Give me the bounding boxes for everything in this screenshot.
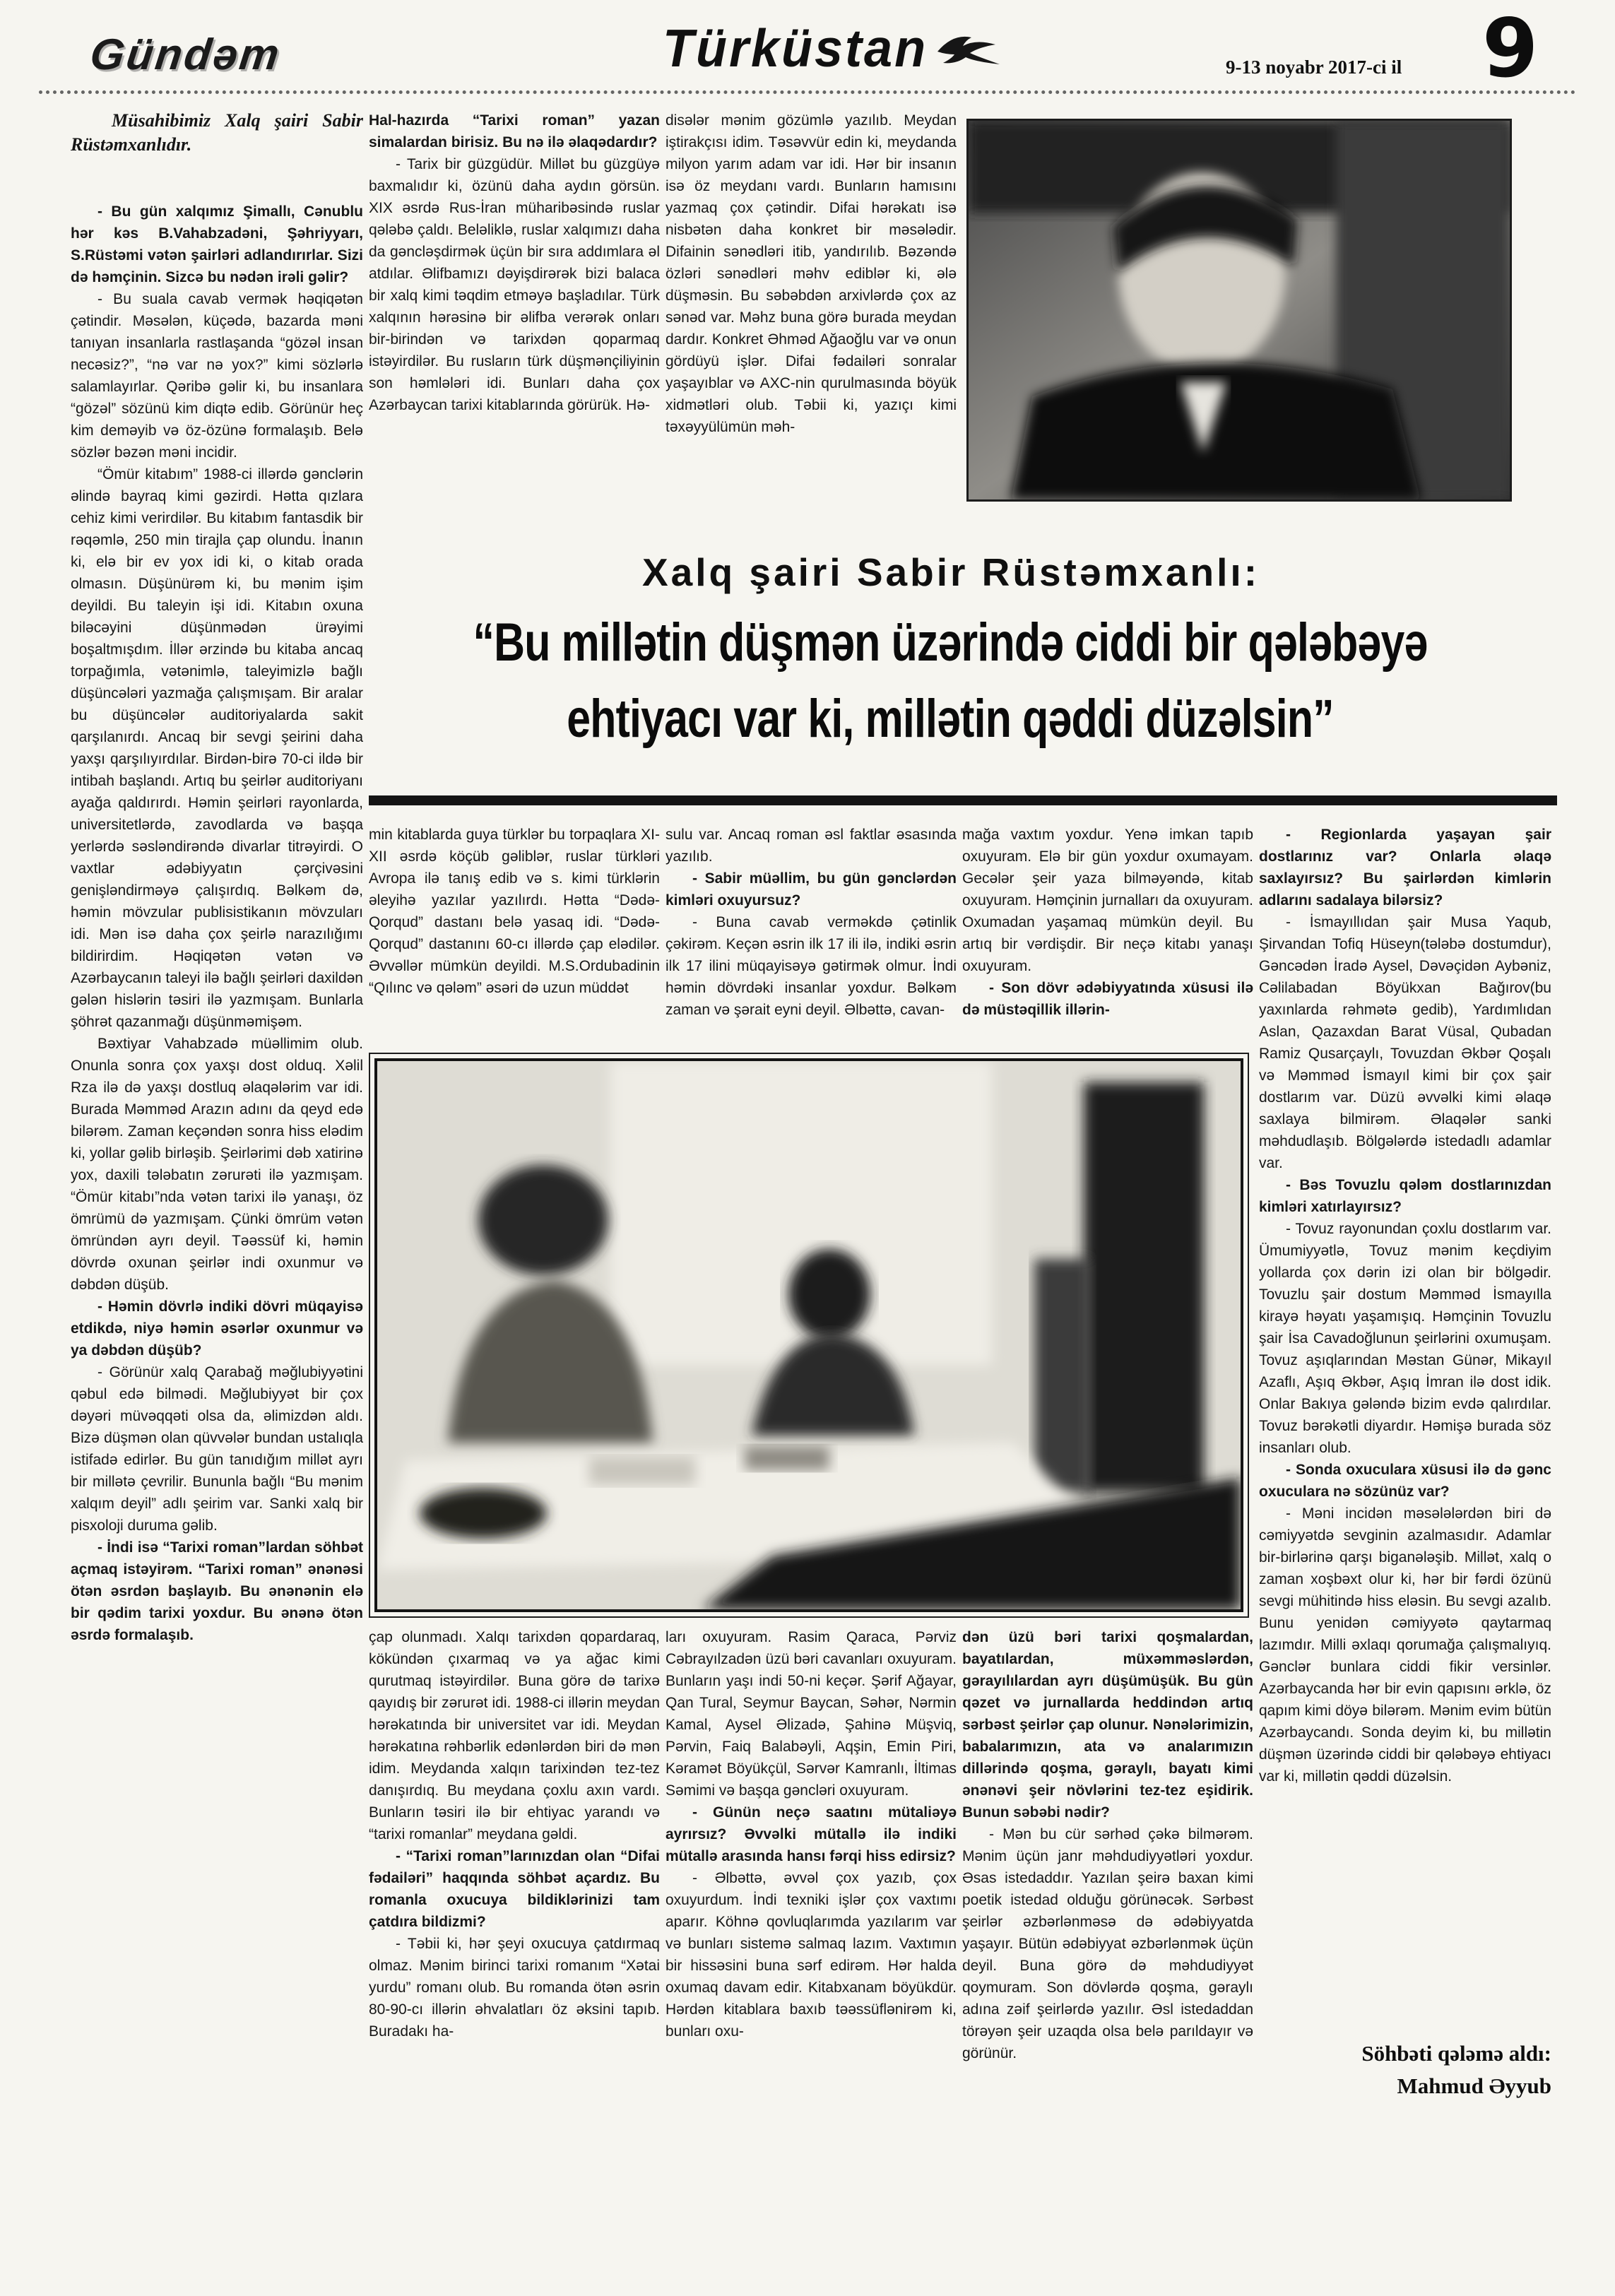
question-paragraph: - Bəs Tovuzlu qələm dostlarınızdan kimləri xatırlayırsız? [1259,1177,1551,1215]
question-paragraph: - “Tarixi roman”larınızdan olan “Difai fədailəri” haqqında söhbət açardız. Bu romanla oxucuya bildiklərinizi tam çatdıra bildizmi? [369,1848,660,1930]
headline-quote-line-1: “Bu millətin düşmən üzərində ciddi bir qələbəyə [473,613,1428,673]
body-paragraph: - Buna cavab verməkdə çətinlik çəkirəm. Keçən əsrin ilk 17 ili ilə, indiki əsrin ilk 17 ilini müqayisəyə gətirmək olmur. İndi həmin dövrdəki insanlar yoxdur. Bəlkəm zaman və şərait eyni deyil. Əlbəttə, cavan- [665,914,957,1018]
headline-quote [354,605,1546,757]
column-left-paragraphs [71,201,363,1646]
body-paragraph: ları oxuyuram. Rasim Qaraca, Pərviz Cəbrayılzadən üzü bəri cavanları oxuyuram. Bunların yaşı indi 50-ni keçər. Şərif Ağayar, Qan Tural, Seymur Baycan, Səhər, Nərmin Kamal, Aysel Əlizadə, Şahinə Müşviq, Pərvin, Faiq Balabəyli, Aqşin, Emin Piri, Kəramət Böyükçül, Sərvər Kamranlı, İltimas Səmimi və başqa gəncləri oxuyuram. [665,1629,957,1799]
middle-column-one [369,824,660,1050]
headline-quote-line-2: ehtiyacı var ki, millətin qəddi düzəlsin” [567,689,1334,749]
bottom-column-one [369,1626,660,2293]
question-paragraph: - Sonda oxuculara xüsusi ilə də gənc oxuculara nə sözünüz var? [1259,1462,1551,1500]
issue-date: 9-13 noyabr 2017-ci il [1226,57,1402,78]
question-paragraph: - İndi isə “Tarixi roman”lardan söhbət açmaq istəyirəm. “Tarixi roman” ənənəsi ötən əsrdən başlayıb. Bu ənənənin elə bir qədim tarixi yoxdur. Bu ənənə ötən əsrdə formalaşıb. [71,1539,363,1643]
body-paragraph: mağa vaxtım yoxdur. Yenə imkan tapıb oxuyuram. Elə bir gün yoxdur oxumayam. Gecələr şeir yaza bilməyəndə, kitab oxuyuram. Həmçinin jurnalları da oxuyuram. Oxumadan yaşamaq mümkün deyil. Bu artıq bir vərdişdir. Bir neçə kitabı yanaşı oxuyuram. [962,827,1253,974]
byline-label: Söhbəti qələmə aldı: [1361,2041,1551,2066]
intro-line: Müsahibimiz Xalq şairi Sabir Rüstəmxanlıdır. [71,110,363,155]
headline-divider [369,795,1557,805]
byline-author: Mahmud Əyyub [1397,2073,1551,2098]
column-two-top [369,110,660,540]
question-paragraph: - Regionlarda yaşayan şair dostlarınız var? Onlarla əlaqə saxlayırsız? Bu şairlərdən kimlərin adlarını sadalaya bilərsiz? [1259,827,1551,909]
body-paragraph: - Tovuz rayonundan çoxlu dostlarım var. Ümumiyyətlə, Tovuz mənim keçdiyim yollarda çox dərin izi olan bir bölgədir. Tovuzlu şair dostum Məmməd İsmayılla kirayə həyatı yaşamışıq. Həmçinin Tovuzlu şair İsa Cavadoğlunun şeirlərini oxumuşam. Tovuz aşıqlarından Məstan Günər, Mikayıl Azaflı, Aşıq Əkbər, Aşıq İmran ilə dost idik. Onlar Bakıya gələndə bizim evdə qalırdılar. Tovuz bərəkətli diyardır. Həmişə burada söz insanları olub. [1259,1221,1551,1456]
body-paragraph: - Mən bu cür sərhəd çəkə bilmərəm. Mənim üçün janr məhdudiyyətləri yoxdur. Əsas istedaddır. Yazılan şeirə baxan kimi poetik istedad olduğu görünəcək. Sərbəst şeirlər əzbərlənməsə də ədəbiyyatda yaşayır. Bütün ədəbiyyat əzbərlənmək üçün deyil. Buna görə də məhdudiyyət qoymuram. Son dövlərdə qoşma, gəraylı adına zəif şeirlərdə yazılır. Əsl istedaddan törəyən şeir uzaqda olsa belə parıldayır və görünür. [962,1826,1253,2061]
header-divider [39,90,1576,94]
body-paragraph: - Bu suala cavab vermək həqiqətən çətindir. Məsələn, küçədə, bazarda məni tanıyan insanlarla rastlaşanda “gözəl insan necəsiz?”, “nə var nə yox?” kimi sözlərlə salamlayırlar. Qəribə gəlir ki, bu insanlara “gözəl” sözünü kim diqtə edib. Görünür heç kim deməyib və öz-özünə formalaşıb. Belə sözlər bəzən məni incidir. [71,291,363,461]
portrait-photo [966,119,1512,502]
question-paragraph: - Bu gün xalqımız Şimallı, Cənublu hər kəs B.Vahabzadəni, Şəhriyyarı, S.Rüstəmi vətən şairləri adlandırırlar. Sizi də həmçinin. Sizcə bu nədən irəli gəlir? [71,203,363,285]
section-logo: Gündəm [87,30,284,79]
question-paragraph: dən üzü bəri tarixi qoşmalardan, bayatılardan, müxəmməslərdən, gərayılılardan ayrı düşümüşük. Bu gün qəzet və jurnallarda heddindən artıq sərbəst şeirlər çap olunur. Nənələrimizin, babalarımızın, ata və analarımızın dillərində qoşma, gəraylı, bayatı kimi ənənəvi şeir növlərini tez-tez eşidirik. Bunun səbəbi nədir? [962,1629,1253,1821]
body-paragraph: - Təbii ki, hər şeyi oxucuya çatdırmaq olmaz. Mənim birinci tarixi romanım “Xətai yurdu” romanı olub. Bu romanda ötən əsrin 80-90-cı illərin əhvalatları öz əksini tapıb. Buradakı ha- [369,1936,660,2040]
interview-photo [374,1058,1243,1612]
body-paragraph: min kitablarda guya türklər bu torpaqlara XI-XII əsrdə köçüb gəliblər, ruslar türkləri Avropa ilə tanış edib və s. kimi türklərin əleyihə yazılar yazılırdı. Hətta “Dədə-Qorqud” dastanı belə yasaq idi. “Dədə-Qorqud” dastanını 60-cı illərdə çap elədilər. Əvvəllər mümkün deyildi. M.S.Ordubadinin “Qılınc və qələm” əsəri də uzun müddət [369,827,660,996]
body-paragraph: - İsmayıllıdan şair Musa Yaqub, Şirvandan Tofiq Hüseyn(tələbə dostumdur), Gəncədən İradə Aysel, Dəvəçidən Aybəniz, Cəlilabadan Böyükxan Bağırov(bu yaxınlarda rəhmətə gedib), Yardımlıdan Aslan, Qazaxdan Barat Vüsal, Qubadan Ramiz Qusarçaylı, Tovuzdan Əkbər Qoşalı və Məmməd İsmayıl kimi bir çox şair dostlarım var. Düzü əvvəlki kimi əlaqə saxlaya bilmirəm. Əlaqələr sanki məhdudlaşıb. Bölgələrdə istedadlı adamlar var. [1259,914,1551,1171]
body-paragraph: sulu var. Ancaq roman əsl faktlar əsasında yazılıb. [665,827,957,865]
question-paragraph: - Sabir müəllim, bu gün gənclərdən kimləri oxuyursuz? [665,870,957,909]
page-number: 9 [1482,1,1539,95]
body-paragraph: - Əlbəttə, əvvəl çox yazıb, çox oxuyurdum. İndi texniki işlər çox vaxtımı aparır. Köhnə qovluqlarımda yazılarım var və bunları sistemə salmaq lazım. Vaxtımın bir hissəsini buna sərf edirəm. Hər halda oxumaq davam edir. Kitabxanam böyükdür. Hərdən kitablara baxıb təəssüflənirəm ki, bunları oxu- [665,1870,957,2040]
question-paragraph: - Günün neçə saatını mütaliəyə ayrırsız? Əvvəlki mütallə ilə indiki mütallə arasında hansı fərqi hiss edirsiz? [665,1804,957,1864]
question-paragraph: - Son dövr ədəbiyyatında xüsusi ilə də müstəqillik illərin- [962,980,1253,1018]
body-paragraph: - Tarix bir güzgüdür. Millət bu güzgüyə baxmalıdır ki, özünü daha aydın görsün. XIX əsrdə Rus-İran müharibəsində ruslar qələbə çaldı. Beləliklə, ruslar xalqımızı daha da gəncləşdirmək üçün bir sıra addımlara əl atdılar. Əlifbamızı dəyişdirərək bizi balaca bir xalq kimi təqdim etməyə başladılar. Türk xalqının hərəsinə bir əlifba verərək onları bir-birindən və tarixdən qoparmaq istəyirdilər. Bu rusların türk düşmənçiliyinin son həmlələri idi. Bunları daha çox Azərbaycan tarixi kitablarında görürük. Hə- [369,156,660,413]
masthead-title: Türküstan [663,19,928,78]
right-column [1259,824,1551,2029]
body-paragraph: disələr mənim gözümlə yazılıb. Meydan iştirakçısı idim. Təsəvvür edin ki, meydanda milyon yarım adam var idi. Hər bir insanın isə öz meydanı vardı. Bunların hamısını yazmaq çox çətindir. Difai hərəkatı isə nisbətən daha konkret bir məsələdir. Difainin sənədləri itib, yandırılıb. Bəzəndə özləri sənədləri məhv ediblər ki, ələ düşməsin. Bu səbəbdən arxivlərdə çox az sənəd var. Məhz buna görə burada meydan dardır. Konkret Əhməd Ağaoğlu var və onun gördüyü işlər. Difai fədailəri sonralar yaşayıblar və AXC-nin qurulmasında böyük xidmətləri olub. Təbii ki, yazıçı kimi təxəyyülümün məh- [665,112,957,435]
column-three-top [665,110,957,540]
body-paragraph: “Ömür kitabım” 1988-ci illərdə gənclərin əlində bayraq kimi gəzirdi. Hətta qızlara cehiz kimi verirdilər. Bu kitabım fantasdik bir rəqəmlə, 250 min tirajla çap olundu. İnanın ki, elə bir ev yox idi ki, o kitab orada olmasın. Düşünürəm ki, bu mənim işim deyildi. Bu taleyin işi idi. Kitabın oxuna biləcəyini düşünmədən ürəyimi boşaltmışdım. İllər ərzində bu kitaba ancaq torpağımla, vətənimlə, taleyimizlə bağlı düşüncələri yazmağa çalışmışam. Bir aralar bu düşüncələr auditoriyalarda sakit qarşılanırdı. Ancaq bir sevgi şeirini daha yaxşı qarşılıyırdılar. Birdən-birə 70-ci ildə bir intibah başlandı. Artıq bu şeirlər auditoriyanı ayağa qaldırırdı. Həmin şeirləri rayonlarda, universitetlərdə, zavodlarda və başqa yerlərdə səsləndirəndə divarlar titrəyirdi. O vaxtlar ədəbiyyatın çərçivəsini genişləndirməyə çalışırdıq. Bəlkəm də, həmin mövzular publisistikanın mövzuları idi. Mən isə daha çox şeirlə narazılığımı bildirirdim. Həqiqətən vətən və Azərbaycanın taleyi ilə bağlı şeirləri daxildən gələn hislərin təsiri ilə yazmışam. Bunlarla şöhrət qazanmağı düşünməmişəm. [71,466,363,1030]
bottom-column-two [665,1626,957,2293]
headline-kicker: Xalq şairi Sabir Rüstəmxanlı: [641,550,1260,594]
question-paragraph: Hal-hazırda “Tarixi roman” yazan simalardan birisiz. Bu nə ilə əlaqədardır? [369,112,660,150]
question-paragraph: - Həmin dövrlə indiki dövri müqayisə etdikdə, niyə həmin əsərlər oxunmur və ya dəbdən düşüb? [71,1298,363,1359]
body-paragraph: Bəxtiyar Vahabzadə müəllimim olub. Onunla sonra çox yaxşı dost olduq. Xəlil Rza ilə də yaxşı dostluq əlaqələrim var idi. Burada Məmməd Arazın adını da qeyd edə bilərəm. Zaman keçəndən sonra hiss elədim ki, yollar gəlib birləşib. Şeirlərimi dəb xatirinə yox, daxili tələbatın zərurəti ilə yazmışam. “Ömür kitabı”nda vətən tarixi ilə yanaşı, öz ömrümü də yazmışam. Çünki ömrüm vətən ömründən ayrı deyil. Təəssüf ki, həmin dövrdə oxunan şeirlər indi oxunmur və dəbdən düşüb. [71,1036,363,1293]
middle-column-two [665,824,957,1050]
swallow-icon [935,28,1002,70]
body-paragraph: çap olunmadı. Xalqı tarixdən qopardaraq, kökündən çıxarmaq və ya ağac kimi qurutmaq istəyirdilər. Buna görə də tarixə qayıdış bir zərurət idi. 1988-ci illərin meydan hərəkatında bir universitet var idi. Meydan hərəkatına rəhbərlik edənlərdən biri də mən idim. Meydanda xalqın tarixindən tez-tez danışırdıq. Bu meydana çoxlu axın vardı. Bunların təsiri ilə bir ehtiyac yarandı və “tarixi romanlar” meydana gəldi. [369,1629,660,1842]
body-paragraph: - Məni incidən məsələlərdən biri də cəmiyyətdə sevginin azalmasıdır. Adamlar bir-birlərinə qarşı biganələşib. Millət, xalq o zaman xoşbəxt olur ki, hər bir fərdi özünü sevgi mühitində hiss eləsin. Bu sevgi azalıb. Bunu yenidən cəmiyyətə qaytarmaq lazımdır. Milli əxlaqı qorumağa çalışmalıyıq. Gənclər bunlara ciddi fikir versinlər. Azərbaycanda hər bir evin qapısını ərklə, öz qapım kimi döyə bilərəm. Mənim evim bütün Azərbaycandı. Sonda deyim ki, bu millətin düşmən üzərində ciddi bir qələbəyə ehtiyacı var ki, millətin qəddi düzəlsin. [1259,1505,1551,1785]
middle-column-three [962,824,1253,1050]
column-left [71,107,363,2199]
byline [1170,2037,1551,2102]
bottom-column-three [962,1626,1253,2293]
body-paragraph: - Görünür xalq Qarabağ məğlubiyyətini qəbul edə bilmədi. Məğlubiyyət bir çox dəyəri müvəqqəti olsa da, əlimizdən aldı. Bizə düşmən olan qüvvələr bundan ustalıqla istifadə edirlər. Bu gün tanıdığım millət ayrı bir millətə çevrilir. Bununla bağlı “Bu mənim xalqım deyil” adlı şeirim var. Sanki xalq bir pisxoloji duruma gəlib. [71,1364,363,1534]
masthead [663,20,1002,78]
